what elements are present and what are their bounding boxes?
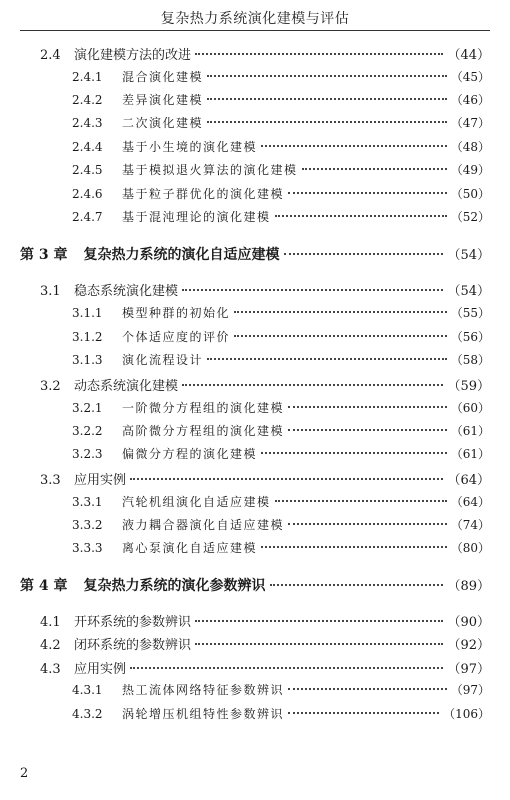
toc-entry-title: 闭环系统的参数辨识 [74,638,192,653]
toc-leader-dots [288,523,447,525]
toc-leader-dots [195,53,443,55]
toc-leader-dots [182,289,443,291]
toc-entry-title: 二次演化建模 [122,116,204,130]
toc-subsection-entry[interactable] [72,138,490,158]
toc-entry-number: 3.2.3 [72,447,103,461]
toc-entry-number: 2.4.4 [72,140,103,154]
toc-entry-page: （50） [450,187,490,201]
toc-leader-dots [261,145,447,147]
toc-section-entry[interactable] [40,634,490,654]
header-title: 复杂热力系统演化建模与评估 [160,11,350,27]
toc-entry-number: 2.4 [40,48,61,63]
toc-entry-number: 3.2.1 [72,401,103,415]
toc-leader-dots [261,452,447,454]
toc-entry-number: 4.1 [40,615,61,630]
toc-leader-dots [288,192,447,194]
toc-entry-title: 液力耦合器演化自适应建模 [122,518,285,532]
toc-entry-page: （90） [447,615,490,630]
toc-entry-title: 基于模拟退火算法的演化建模 [122,163,298,177]
toc-subsection-entry[interactable] [72,422,490,442]
running-header [0,0,510,34]
toc-entry-title: 复杂热力系统的演化自适应建模 [83,247,280,263]
toc-leader-dots [207,98,447,100]
toc-leader-dots [207,358,447,360]
toc-entry-number: 3.3 [40,473,61,488]
toc-entry-title: 偏微分方程的演化建模 [122,447,258,461]
toc-section-entry[interactable] [40,44,490,64]
toc-entry-number: 2.4.1 [72,70,103,84]
toc-subsection-entry[interactable] [72,91,490,111]
toc-entry-title: 应用实例 [74,473,127,488]
toc-entry-page: （54） [447,248,490,263]
toc-leader-dots [234,335,447,337]
toc-leader-dots [207,75,447,77]
toc-entry-page: （92） [447,638,490,653]
toc-leader-dots [182,384,443,386]
toc-subsection-entry[interactable] [72,208,490,228]
toc-leader-dots [288,429,447,431]
toc-entry-number: 3.2 [40,379,61,394]
toc-entry-number: 第 3 章 [20,247,68,263]
toc-entry-page: （106） [443,707,490,721]
toc-leader-dots [275,215,447,217]
toc-subsection-entry[interactable] [72,185,490,205]
toc-subsection-entry[interactable] [72,445,490,465]
toc-leader-dots [130,478,443,480]
toc-entry-number: 2.4.6 [72,187,103,201]
toc-entry-title: 演化建模方法的改进 [74,48,192,63]
toc-section-entry[interactable] [40,469,490,489]
toc-entry-page: （97） [450,683,490,697]
toc-entry-page: （49） [450,163,490,177]
toc-entry-number: 3.1.3 [72,353,103,367]
toc-entry-number: 4.3 [40,662,61,677]
toc-leader-dots [284,253,444,255]
toc-entry-title: 一阶微分方程组的演化建模 [122,401,285,415]
toc-leader-dots [302,168,447,170]
toc-leader-dots [261,546,447,548]
toc-subsection-entry[interactable] [72,351,490,371]
toc-entry-page: （74） [450,518,490,532]
toc-entry-title: 应用实例 [74,662,127,677]
toc-section-entry[interactable] [40,611,490,631]
toc-entry-page: （89） [447,579,490,594]
toc-entry-title: 汽轮机组演化自适应建模 [122,495,271,509]
toc-entry-number: 3.3.3 [72,541,103,555]
toc-entry-page: （80） [450,541,490,555]
toc-subsection-entry[interactable] [72,114,490,134]
toc-leader-dots [234,311,447,313]
toc-entry-number: 4.2 [40,638,61,653]
toc-entry-number: 3.1.2 [72,330,103,344]
toc-entry-number: 2.4.2 [72,93,103,107]
toc-subsection-entry[interactable] [72,516,490,536]
toc-entry-page: （64） [450,495,490,509]
toc-entry-page: （52） [450,210,490,224]
toc-entry-page: （54） [447,284,490,299]
toc-entry-title: 动态系统演化建模 [74,379,179,394]
toc-entry-title: 涡轮增压机组特性参数辨识 [122,707,285,721]
toc-entry-page: （58） [450,353,490,367]
toc-entry-title: 热工流体网络特征参数辨识 [122,683,285,697]
toc-entry-title: 基于混沌理论的演化建模 [122,210,271,224]
toc-entry-number: 第 4 章 [20,578,68,594]
toc-entry-page: （44） [447,48,490,63]
toc-subsection-entry[interactable] [72,304,490,324]
toc-entry-title: 混合演化建模 [122,70,204,84]
toc-entry-number: 4.3.2 [72,707,103,721]
toc-leader-dots [288,688,447,690]
toc-section-entry[interactable] [40,375,490,395]
toc-leader-dots [275,500,447,502]
toc-subsection-entry[interactable] [72,539,490,559]
toc-entry-title: 复杂热力系统的演化参数辨识 [83,578,266,594]
toc-leader-dots [288,406,447,408]
toc-subsection-entry[interactable] [72,681,490,701]
toc-subsection-entry[interactable] [72,68,490,88]
toc-entry-title: 基于粒子群优化的演化建模 [122,187,285,201]
toc-entry-number: 2.4.7 [72,210,103,224]
toc-chapter-entry[interactable] [20,575,490,595]
toc-section-entry[interactable] [40,658,490,678]
toc-leader-dots [288,712,439,714]
toc-entry-number: 4.3.1 [72,683,103,697]
toc-entry-title: 差异演化建模 [122,93,204,107]
toc-entry-number: 2.4.3 [72,116,103,130]
toc-entry-number: 2.4.5 [72,163,103,177]
toc-entry-page: （46） [450,93,490,107]
toc-entry-page: （60） [450,401,490,415]
toc-entry-title: 个体适应度的评价 [122,330,231,344]
toc-leader-dots [270,584,444,586]
toc-entry-number: 3.3.1 [72,495,103,509]
toc-leader-dots [130,667,443,669]
toc-entry-page: （55） [450,306,490,320]
toc-entry-page: （56） [450,330,490,344]
toc-entry-number: 3.1.1 [72,306,103,320]
toc-entry-number: 3.2.2 [72,424,103,438]
toc-entry-page: （61） [450,447,490,461]
toc-entry-number: 3.3.2 [72,518,103,532]
toc-entry-title: 稳态系统演化建模 [74,284,179,299]
toc-leader-dots [207,121,447,123]
toc-entry-page: （64） [447,473,490,488]
toc-entry-title: 高阶微分方程组的演化建模 [122,424,285,438]
toc-leader-dots [195,620,443,622]
toc-leader-dots [195,643,443,645]
page-number: 2 [20,766,29,781]
toc-subsection-entry[interactable] [72,705,490,725]
toc-chapter-entry[interactable] [20,244,490,264]
toc-entry-title: 基于小生境的演化建模 [122,140,258,154]
toc-entry-title: 模型种群的初始化 [122,306,231,320]
toc-section-entry[interactable] [40,280,490,300]
toc-subsection-entry[interactable] [72,328,490,348]
toc-subsection-entry[interactable] [72,399,490,419]
toc-entry-page: （97） [447,662,490,677]
toc-entry-title: 开环系统的参数辨识 [74,615,192,630]
toc-entry-page: （61） [450,424,490,438]
toc-entry-page: （48） [450,140,490,154]
toc-entry-title: 演化流程设计 [122,353,204,367]
toc-entry-title: 离心泵演化自适应建模 [122,541,258,555]
toc-entry-number: 3.1 [40,284,61,299]
header-rule [20,30,490,31]
toc-subsection-entry[interactable] [72,493,490,513]
toc-entry-page: （45） [450,70,490,84]
toc-entry-page: （47） [450,116,490,130]
toc-entry-page: （59） [447,379,490,394]
toc-subsection-entry[interactable] [72,161,490,181]
